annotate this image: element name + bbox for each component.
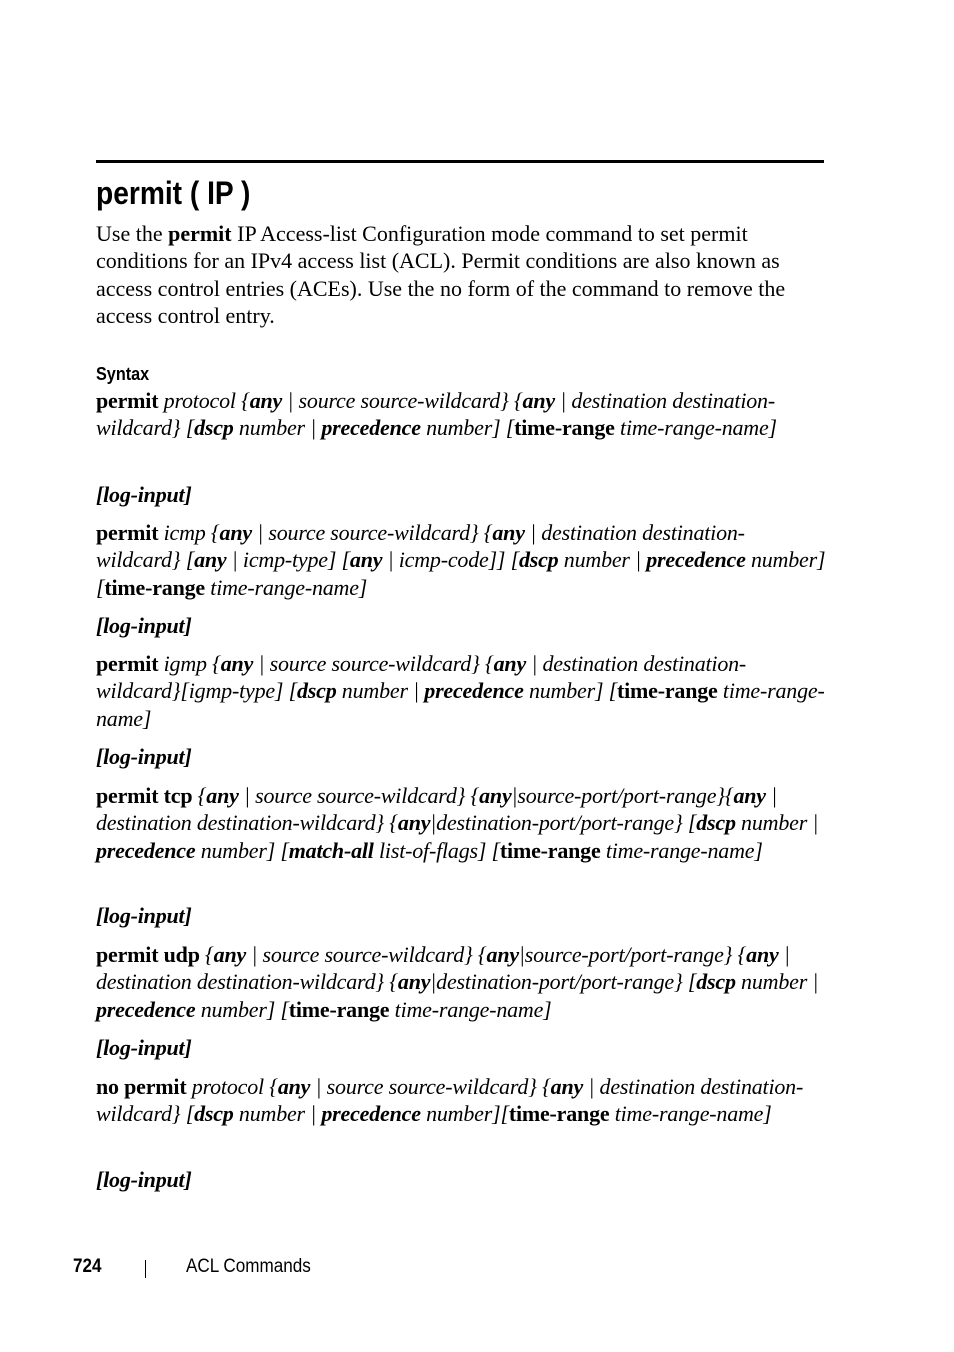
- syntax-argument: time-range-name]: [614, 415, 777, 441]
- syntax-block: [96, 481, 828, 508]
- syntax-argument: time-range-name]: [600, 837, 763, 863]
- syntax-argument: |source-port/port-range} {: [518, 942, 747, 967]
- syntax-argument: number |: [735, 810, 819, 836]
- syntax-keyword: any: [479, 783, 512, 808]
- syntax-keyword: any: [492, 520, 525, 545]
- syntax-keyword: precedence: [424, 678, 524, 704]
- syntax-block: [96, 612, 828, 639]
- syntax-keyword: dscp: [194, 415, 234, 441]
- syntax-keyword: [log-input]: [96, 903, 192, 928]
- syntax-keyword: precedence: [321, 1101, 421, 1127]
- syntax-keyword: permit tcp: [96, 783, 193, 808]
- syntax-keyword: time-range: [104, 574, 205, 600]
- syntax-argument: time-range-name]: [205, 574, 368, 600]
- syntax-argument: number |: [735, 969, 819, 995]
- syntax-argument: igmp {: [158, 651, 221, 676]
- syntax-argument: | source source-wildcard} {: [246, 942, 487, 967]
- syntax-block: [96, 650, 828, 732]
- syntax-keyword: [log-input]: [96, 1035, 192, 1060]
- syntax-keyword: any: [397, 810, 431, 836]
- syntax-keyword: any: [486, 942, 519, 967]
- syntax-keyword: time-range: [617, 678, 718, 704]
- syntax-argument: number |: [336, 678, 425, 704]
- syntax-keyword: time-range: [514, 415, 615, 441]
- syntax-block: [96, 743, 828, 770]
- syntax-argument: number][: [420, 1101, 509, 1127]
- syntax-argument: number] [: [195, 996, 289, 1022]
- syntax-argument: {: [199, 942, 214, 967]
- syntax-keyword: dscp: [194, 1101, 234, 1127]
- syntax-keyword: any: [349, 547, 383, 573]
- syntax-keyword: dscp: [696, 810, 736, 836]
- syntax-argument: time-range-name]: [389, 996, 552, 1022]
- syntax-argument: time-range-name]: [96, 678, 825, 731]
- syntax-argument: number |: [233, 415, 322, 441]
- syntax-keyword: precedence: [321, 415, 421, 441]
- syntax-argument: | destination destination-wildcard} {: [96, 783, 778, 836]
- syntax-keyword: any: [220, 651, 254, 676]
- syntax-keyword: time-range: [288, 996, 390, 1022]
- syntax-argument: | source source-wildcard} {: [310, 1074, 551, 1099]
- syntax-keyword: [log-input]: [96, 1167, 192, 1192]
- syntax-block: [96, 1166, 828, 1193]
- syntax-argument: | icmp-type] [: [226, 547, 350, 573]
- syntax-keyword: permit: [96, 520, 159, 545]
- syntax-block: [96, 902, 828, 929]
- syntax-keyword: permit: [96, 388, 159, 413]
- intro-paragraph: [96, 220, 824, 329]
- syntax-argument: | destination destination-wildcard}[igmp-type] [: [96, 651, 747, 704]
- syntax-keyword: any: [733, 783, 766, 808]
- page-footer: [0, 1256, 954, 1282]
- syntax-argument: number] [: [96, 547, 826, 600]
- syntax-keyword: any: [397, 969, 431, 995]
- intro-text-before: Use the: [96, 221, 169, 246]
- syntax-argument: | source source-wildcard} {: [238, 783, 480, 808]
- syntax-argument: | destination destination-wildcard} {: [96, 942, 790, 995]
- syntax-argument: |destination-port/port-range} [: [430, 969, 697, 995]
- syntax-keyword: precedence: [96, 996, 196, 1022]
- page-number: 724: [73, 1256, 102, 1277]
- syntax-keyword: any: [219, 520, 252, 545]
- syntax-block: [96, 387, 828, 442]
- syntax-argument: protocol {: [158, 388, 250, 413]
- syntax-block: [96, 941, 828, 1023]
- syntax-argument: number] [: [523, 678, 617, 704]
- syntax-block: [96, 1073, 828, 1128]
- syntax-keyword: any: [213, 942, 247, 967]
- syntax-block: [96, 1034, 828, 1061]
- syntax-block: [96, 519, 828, 601]
- syntax-keyword: precedence: [646, 547, 746, 573]
- syntax-keyword: [log-input]: [96, 744, 192, 769]
- syntax-keyword: dscp: [696, 969, 736, 995]
- syntax-keyword: any: [550, 1074, 584, 1099]
- syntax-argument: | destination destination-wildcard} [: [96, 1074, 804, 1127]
- syntax-keyword: any: [277, 1074, 311, 1099]
- syntax-keyword: no permit: [96, 1074, 187, 1099]
- syntax-argument: time-range-name]: [609, 1101, 772, 1127]
- syntax-argument: | icmp-code]] [: [382, 547, 519, 573]
- page-title: permit ( IP ): [96, 175, 251, 211]
- syntax-keyword: any: [249, 388, 283, 413]
- syntax-argument: number |: [233, 1101, 322, 1127]
- syntax-argument: number |: [558, 547, 647, 573]
- syntax-keyword: any: [493, 651, 527, 676]
- syntax-argument: icmp {: [158, 520, 220, 545]
- syntax-keyword: any: [522, 388, 555, 413]
- syntax-keyword: time-range: [508, 1101, 610, 1127]
- syntax-keyword: [log-input]: [96, 613, 192, 638]
- syntax-keyword: dscp: [518, 547, 559, 573]
- syntax-argument: {: [192, 783, 207, 808]
- syntax-keyword: [log-input]: [96, 482, 192, 507]
- syntax-keyword: precedence: [96, 837, 196, 863]
- syntax-argument: | destination destination-wildcard} [: [96, 388, 775, 441]
- syntax-argument: list-of-flags] [: [373, 837, 500, 863]
- syntax-argument: | destination destination-wildcard} [: [96, 520, 745, 573]
- intro-text-after: IP Access-list Configuration mode command to set permit conditions for an IPv4 access list (ACL). Permit conditions are also known as access control entries (ACEs). Use the no form of the command to remove the access control entry.: [96, 221, 786, 328]
- syntax-keyword: permit udp: [96, 942, 200, 967]
- syntax-argument: |source-port/port-range}{: [511, 783, 734, 808]
- syntax-keyword: permit: [96, 651, 159, 676]
- intro-command: permit: [168, 221, 232, 246]
- syntax-argument: protocol {: [186, 1074, 278, 1099]
- title-rule: [96, 160, 824, 163]
- syntax-argument: | source source-wildcard} {: [251, 520, 493, 545]
- syntax-block: [96, 782, 828, 864]
- syntax-argument: number] [: [420, 415, 515, 441]
- syntax-keyword: any: [206, 783, 239, 808]
- syntax-argument: | source source-wildcard} {: [282, 388, 523, 413]
- syntax-argument: | source source-wildcard} {: [253, 651, 494, 676]
- syntax-keyword: any: [194, 547, 227, 573]
- syntax-argument: number] [: [195, 837, 289, 863]
- syntax-keyword: time-range: [499, 837, 601, 863]
- footer-separator: [145, 1260, 146, 1278]
- syntax-keyword: match-all: [288, 837, 374, 863]
- syntax-keyword: dscp: [296, 678, 337, 704]
- syntax-keyword: any: [746, 942, 779, 967]
- syntax-argument: |destination-port/port-range} [: [430, 810, 697, 836]
- footer-section-title: ACL Commands: [186, 1256, 311, 1277]
- syntax-heading: Syntax: [96, 364, 150, 384]
